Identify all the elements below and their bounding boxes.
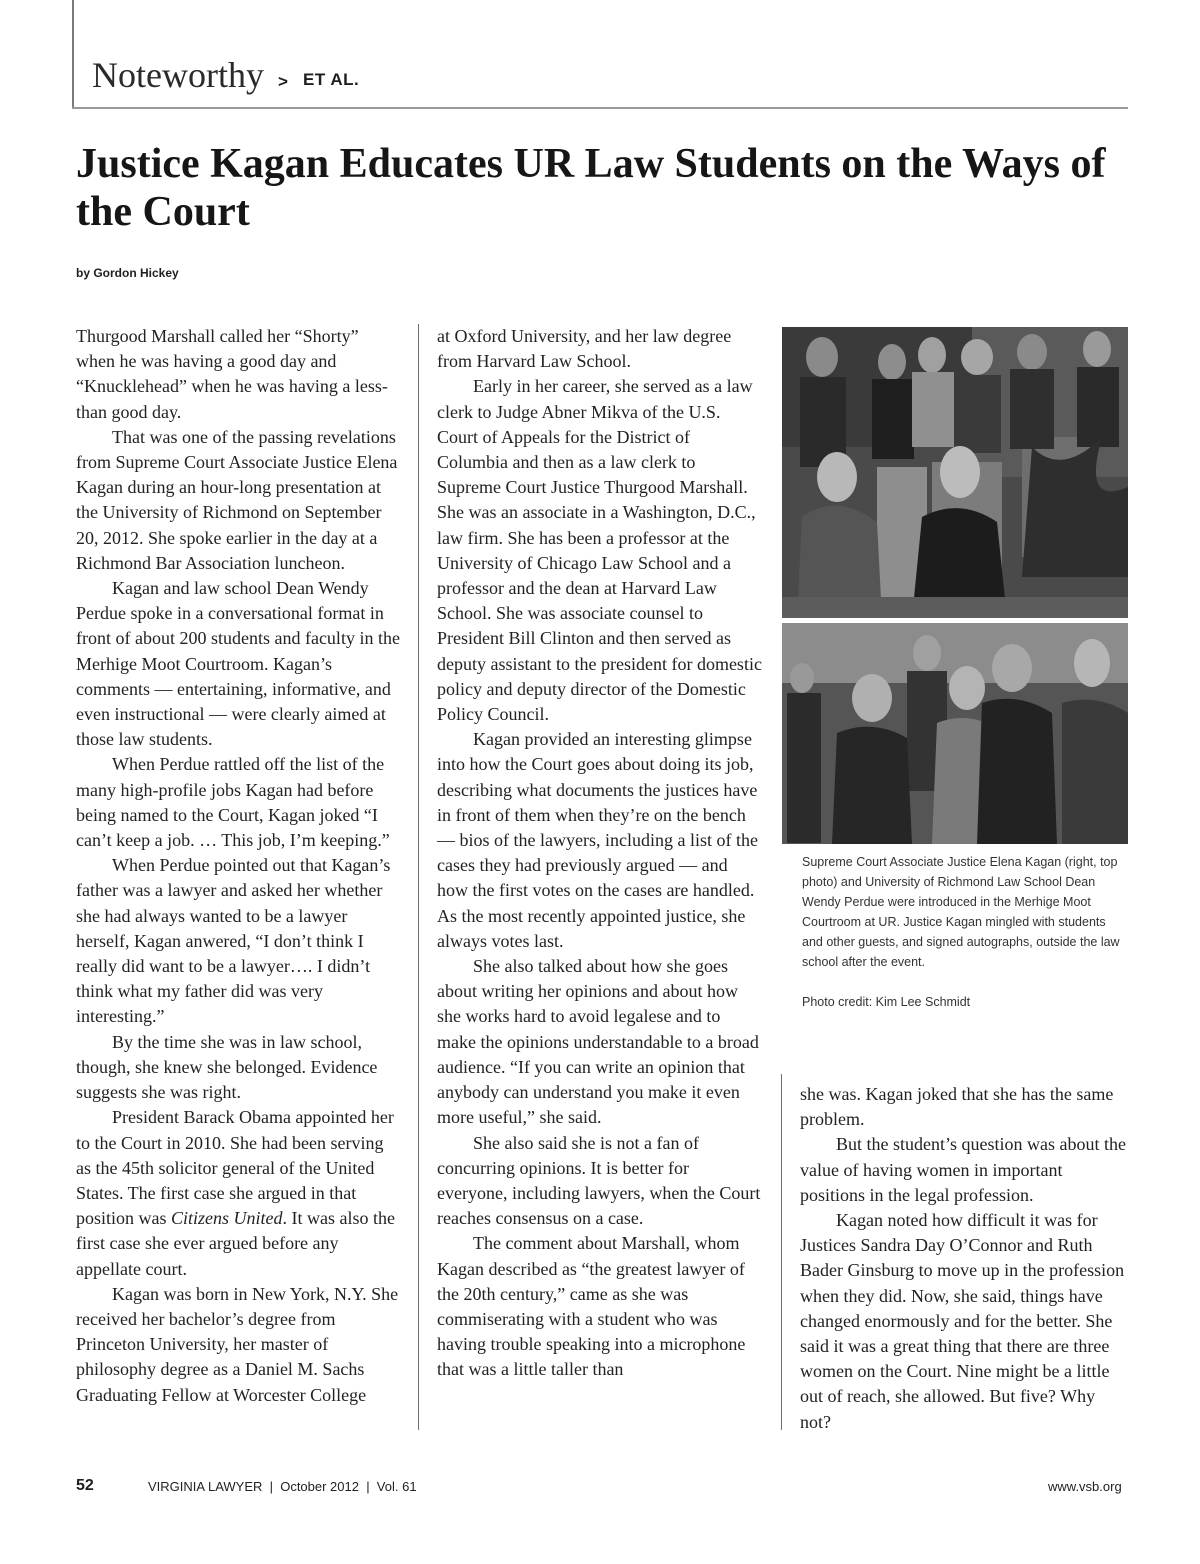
text-run: President Barack Obama appointed her to the Court in 2010. She had been serving as the 45th solicitor general of the United States. The first case she argued in that position was: [76, 1107, 394, 1229]
section-title: Noteworthy: [92, 55, 264, 95]
paragraph: Kagan and law school Dean Wendy Perdue spoke in a conversational format in front of about 200 students and faculty in the Merhige Moot Courtroom. Kagan’s comments — entertaining, informative, and even instructional — were clearly aimed at those law students.: [76, 578, 400, 750]
photo-kagan-perdue-seated: [782, 327, 1128, 618]
photo-kagan-autographs: [782, 623, 1128, 844]
paragraph: Early in her career, she served as a law clerk to Judge Abner Mikva of the U.S. Court of Appeals for the District of Columbia and then as a law clerk to Supreme Court Justice Thurgood Marshall. She was an associate in a Washington, D.C., law firm. She has been a professor at the University of Chicago Law School and a professor and the dean at Harvard Law School. She was associate counsel to President Bill Clinton and then served as deputy assistant to the president for domestic policy and deputy director of the Domestic Policy Council.: [437, 376, 762, 725]
subsection-title: ET AL.: [303, 70, 360, 89]
header-vertical-rule: [72, 0, 74, 108]
paragraph: When Perdue pointed out that Kagan’s father was a lawyer and asked her whether she had always wanted to be a lawyer herself, Kagan anwered, “I don’t think I really did want to be a lawyer…. I didn’t think what my father did was very interesting.”: [76, 855, 391, 1027]
paragraph: That was one of the passing revelations from Supreme Court Associate Justice Elena Kagan during an hour-long presentation at the University of Richmond on September 20, 2012. She spoke earlier in the day at a Richmond Bar Association luncheon.: [76, 426, 398, 573]
paragraph: she was. Kagan joked that she has the same problem.: [800, 1084, 1114, 1130]
paragraph: She also talked about how she goes about writing her opinions and about how she works hard to avoid legalese and to make the opinions understandable to a broad audience. “If you can write an opinion that anybody can understand you make it even more useful,” she said.: [437, 956, 759, 1128]
photo-top-illustration: [782, 327, 1128, 618]
paragraph: When Perdue rattled off the list of the many high-profile jobs Kagan had before being named to the Court, Kagan joked “I can’t keep a job. … This job, I’m keeping.”: [76, 754, 390, 851]
paragraph: at Oxford University, and her law degree from Harvard Law School.: [437, 326, 732, 372]
text-column-2: [437, 324, 763, 1383]
website-link[interactable]: www.vsb.org: [1048, 1479, 1122, 1494]
photo-credit: Photo credit: Kim Lee Schmidt: [802, 995, 971, 1009]
paragraph: [76, 1105, 402, 1281]
paragraph: She also said she is not a fan of concurring opinions. It is better for everyone, including lawyers, when the Court reaches consensus on a case.: [437, 1132, 761, 1229]
byline: by Gordon Hickey: [76, 266, 179, 280]
paragraph: Thurgood Marshall called her “Shorty” when he was having a good day and “Knucklehead” when he was having a less-than good day.: [76, 326, 388, 422]
section-separator: >: [278, 72, 288, 91]
case-name: Citizens United: [171, 1208, 283, 1229]
publication-info: VIRGINIA LAWYER | October 2012 | Vol. 61: [148, 1479, 417, 1494]
photo-bottom-illustration: [782, 623, 1128, 844]
paragraph: But the student’s question was about the value of having women in important positions in the legal profession.: [800, 1134, 1126, 1205]
paragraph: The comment about Marshall, whom Kagan described as “the greatest lawyer of the 20th century,” came as she was commiserating with a student who was having trouble speaking into a microphone that was a little taller than: [437, 1233, 746, 1380]
column-divider: [781, 1074, 782, 1430]
column-divider: [418, 324, 419, 1430]
header-horizontal-rule: [72, 107, 1128, 109]
paragraph: Kagan was born in New York, N.Y. She received her bachelor’s degree from Princeton University, her master of philosophy degree as a Daniel M. Sachs Graduating Fellow at Worcester College: [76, 1283, 399, 1405]
photo-caption: Supreme Court Associate Justice Elena Kagan (right, top photo) and University of Richmond Law School Dean Wendy Perdue were introduced in the Merhige Moot Courtroom at UR. Justice Kagan mingled with students and other guests, and signed autographs, outside the law school after the event.: [802, 855, 1120, 969]
article-title: Justice Kagan Educates UR Law Students on the Ways of the Court: [76, 141, 1106, 235]
page-number: 52: [76, 1477, 94, 1494]
paragraph: Kagan noted how difficult it was for Justices Sandra Day O’Connor and Ruth Bader Ginsburg to move up in the profession when they did. Now, she said, things have changed enormously and for the better. She said it was a great thing that there are three women on the Court. Nine might be a little out of reach, she allowed. But five? Why not?: [800, 1210, 1125, 1432]
text-run: . It was also the first case she ever argued before any appellate court.: [76, 1208, 395, 1279]
text-column-1: [76, 324, 402, 1408]
text-column-3: [800, 1082, 1128, 1435]
paragraph: Kagan provided an interesting glimpse into how the Court goes about doing its job, describing what documents the justices have in front of them when they’re on the bench — bios of the lawyers, including a list of the cases they had previously argued — and how the first votes on the cases are handled. As the most recently appointed justice, she always votes last.: [437, 729, 758, 951]
paragraph: By the time she was in law school, though, she knew she belonged. Evidence suggests she was right.: [76, 1031, 378, 1103]
